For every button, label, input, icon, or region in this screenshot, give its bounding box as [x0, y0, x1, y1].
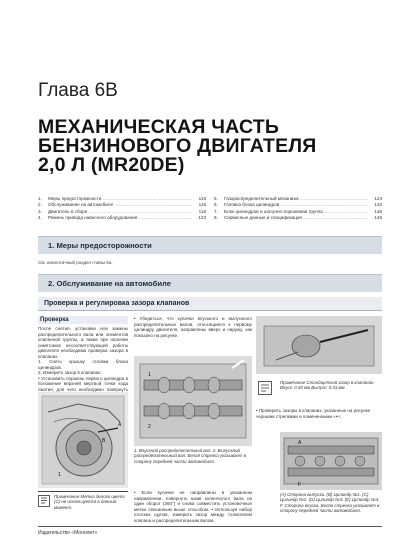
paragraph: • Установить поршень первого цилиндра в положение верхней мертвой точки хода сжатия, для чего необходимо повернуть [38, 375, 128, 392]
svg-text:A: A [118, 422, 122, 428]
paragraph: • Если кулачки не направлены в указанном направлении, повернуть шкив коленчатого вала на один оборот (360°) и снова совместить установочные метки описанным выше способом. • Используя набор плоских щупов, измерить зазор между толкателем клапана и распределительным валом. [134, 490, 252, 523]
title-line: 2,0 Л (MR20DE) [38, 154, 185, 176]
feeler-gauge-illustration [256, 316, 382, 374]
svg-text:A: A [298, 440, 302, 446]
note-box [38, 491, 128, 521]
toc-item[interactable]: 4. Ремень привода навесного оборудования ..... 123 [38, 215, 206, 221]
svg-text:1: 1 [58, 472, 61, 478]
crankshaft-pulley-illustration [38, 392, 128, 488]
svg-text:F: F [298, 482, 302, 488]
chapter-title [38, 118, 378, 175]
text-column-2 [134, 316, 252, 338]
column-heading: Проверка [38, 316, 128, 324]
toc-item[interactable]: 7. Блок цилиндров и шатунно-поршневая группа ..... 136 [214, 209, 382, 215]
figure-caption: (А) Сторона выпуска. (В) Цилиндр №1. (С) Цилиндр №2. (D) Цилиндр №3. (E) Цилиндр №4. F. Сторона впуска. Белая стрелка указывает в сторону передней части автомобиля. [280, 492, 380, 514]
valve-layout-illustration [280, 432, 382, 490]
note-icon [258, 381, 272, 395]
toc-item[interactable]: 2. Обслуживание на автомобиле ..... 116 [38, 202, 206, 208]
paragraph: 1. Снять крышку головки блока цилиндров. [38, 359, 128, 370]
figure-caption: 1. Впускной распределительный вал. 2. Выпускной распределительный вал. Белая стрелка указывает в сторону передней части автомобиля. [134, 448, 246, 464]
note-box [256, 377, 382, 407]
note-icon [38, 495, 50, 507]
toc-item[interactable]: 5. Газораспределительный механизм ..... 124 [214, 196, 382, 202]
section-header-1 [38, 236, 382, 254]
title-line: МЕХАНИЧЕСКАЯ ЧАСТЬ [38, 116, 280, 138]
paragraph: • Проверить зазоры в клапанах, указанные на рисунке черными стрелками и помеченными «•»: [256, 408, 371, 419]
chapter-label: Глава 6В [38, 80, 118, 101]
section-header-2 [38, 274, 382, 292]
page-footer: Издательство «Монолит» [38, 526, 382, 536]
note-text: Примечание Стандартный зазор в клапанах: Впуск: 0.30 мм Выпуск: 0.33 мм. [280, 380, 375, 391]
camshaft-illustration [134, 356, 252, 446]
toc-item[interactable]: 8. Сервисные данные и спецификация ..... 149 [214, 215, 382, 221]
svg-text:2: 2 [148, 424, 151, 430]
section-header-label: 1. Меры предосторожности [48, 241, 152, 250]
toc-item[interactable]: 1. Меры предосторожности ..... 116 [38, 196, 206, 202]
note-text: Примечание Метка белого цвета (С) не используется в данный момент. [54, 494, 125, 510]
section-header-label: 2. Обслуживание на автомобиле [48, 279, 171, 288]
subsection-label: Проверка и регулировка зазора клапанов [44, 300, 190, 307]
paragraph: После снятия, установки или замены распределительного вала или элементов клапанной группы, а также при наличии симптомов несоответствующей работы двигателя необходима проверка зазора в клапанах. [38, 326, 128, 359]
toc-item[interactable]: 6. Головка блока цилиндров ..... 132 [214, 202, 382, 208]
toc-item[interactable]: 3. Двигатель в сборе ..... 118 [38, 209, 206, 215]
reference-note: См. аналогичный раздел главы 6а. [38, 260, 113, 265]
svg-text:B: B [102, 438, 106, 444]
paragraph: • Убедиться, что кулачки впускного и выпускного распределительных валов, относящиеся к первому цилиндру двигателя, направлены вверх и наружу, как показано на рисунке. [134, 316, 252, 338]
toc-column-right [214, 196, 382, 222]
subsection-header [38, 297, 382, 311]
title-line: БЕНЗИНОВОГО ДВИГАТЕЛЯ [38, 135, 317, 157]
svg-text:1: 1 [148, 372, 151, 378]
paragraph: 2. Измерить зазор в клапанах: [38, 370, 102, 375]
table-of-contents [38, 196, 382, 224]
toc-column-left [38, 196, 206, 222]
